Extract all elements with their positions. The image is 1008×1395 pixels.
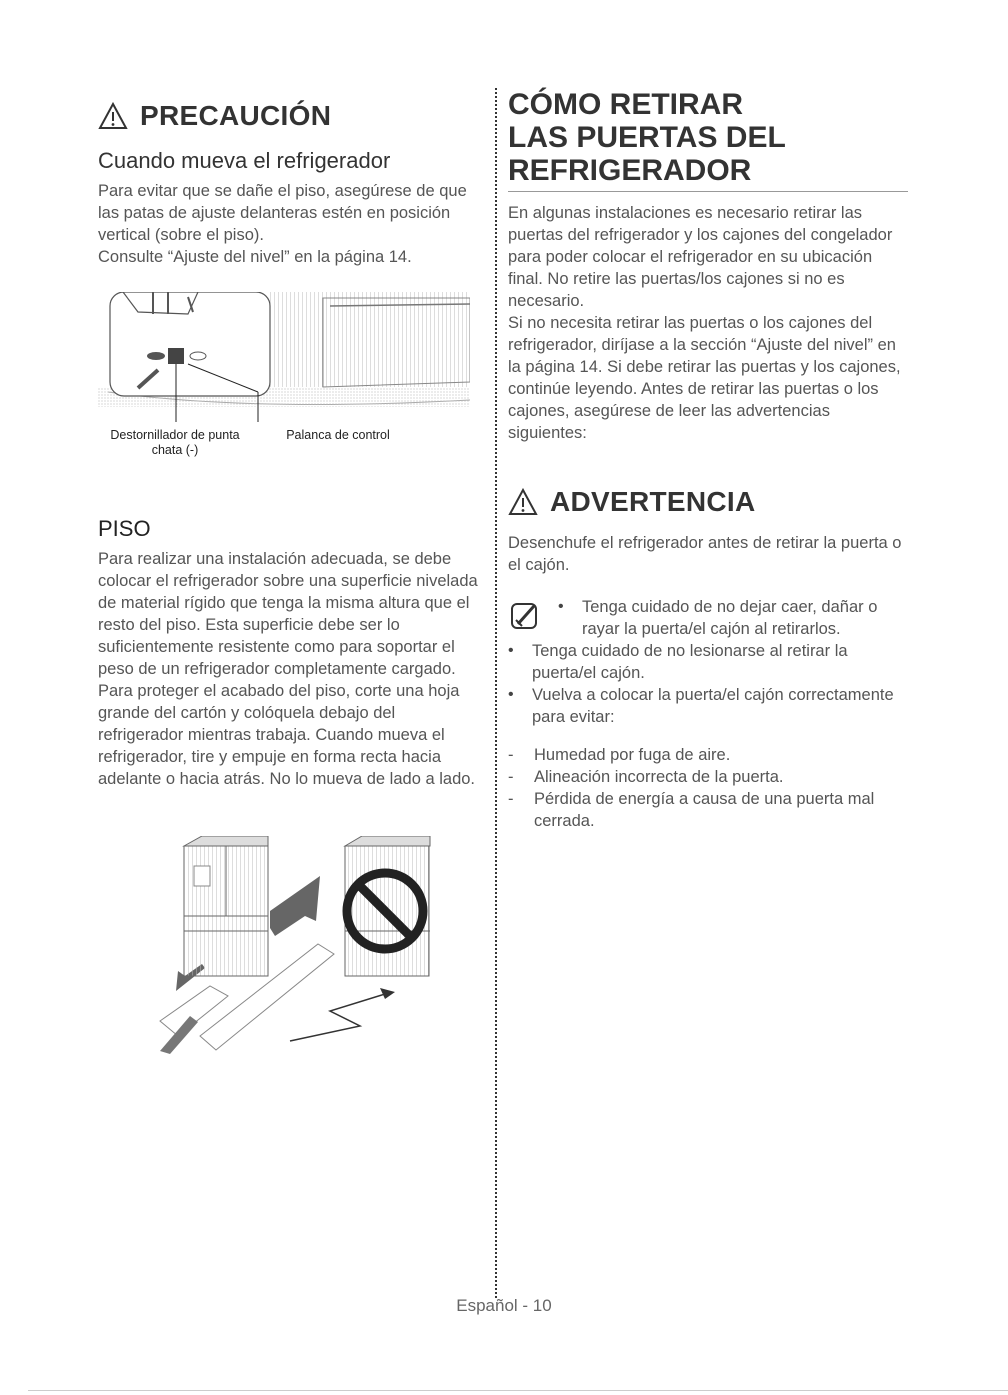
floor-text: Para realizar una instalación adecuada, se debe colocar el refrigerador sobre una superficie nivelada de material rígido que tenga la misma altura que el resto del piso. Esta superficie debe ser lo suficientemente resistente como para soportar el peso de un refrigerador completamente cargado. Para proteger el acabado del piso, corte una hoja grande del cartón y colóquela debajo del refrigerador mientras trabaja. Cuando mueva el refrigerador, tire y empuje en forma recta hacia adelante o hacia atrás. No lo mueva de lado a lado.	[98, 550, 478, 788]
warning-triangle-icon	[98, 102, 128, 130]
note-icon	[508, 600, 542, 634]
caption-screwdriver: Destornillador de punta chata (-)	[110, 428, 240, 457]
warning-heading	[508, 486, 908, 518]
column-divider	[495, 88, 497, 1298]
remove-doors-intro: En algunas instalaciones es necesario retirar las puertas del refrigerador y los cajones del congelador para poder colocar el refrigerador en su ubicación final. No retire las puertas/los cajones si no es necesario.	[508, 204, 893, 310]
right-column	[508, 88, 908, 444]
note-bullet-list	[556, 596, 908, 640]
caption-control-lever: Palanca de control	[286, 428, 390, 442]
remove-doors-title-line-1: CÓMO RETIRAR	[508, 88, 743, 121]
warning-section	[508, 486, 908, 832]
bullet-item: • Tenga cuidado de no lesionarse al retirar la puerta/el cajón.	[506, 640, 908, 684]
title-rule	[508, 191, 908, 192]
moving-fridge-figure	[140, 836, 450, 1056]
dash-list	[508, 744, 908, 832]
floor-section	[98, 516, 478, 790]
moving-fridge-illustration	[140, 836, 450, 1056]
remove-doors-title-line-3: REFRIGERADOR	[508, 154, 752, 187]
caution-title: PRECAUCIÓN	[140, 100, 332, 131]
page-number: Español - 10	[456, 1296, 552, 1315]
dash-item: - Alineación incorrecta de la puerta.	[508, 766, 908, 788]
bottom-rule	[28, 1390, 1008, 1391]
warning-title: ADVERTENCIA	[550, 486, 756, 517]
remove-doors-intro-2: Si no necesita retirar las puertas o los cajones del refrigerador, diríjase a la sección “Ajuste del nivel” en la página 14. Si debe retirar las puertas y los cajones, continúe leyendo. Antes de retirar las puertas o los cajones, asegúrese de leer las advertencias siguientes:	[508, 314, 901, 442]
warning-text: Desenchufe el refrigerador antes de retirar la puerta o el cajón.	[508, 534, 902, 574]
moving-text: Para evitar que se dañe el piso, asegúrese de que las patas de ajuste delanteras estén en posición vertical (sobre el piso).	[98, 182, 467, 244]
warning-triangle-icon	[508, 488, 538, 516]
leveling-leg-illustration	[98, 292, 470, 422]
note-block	[508, 596, 908, 640]
moving-reference: Consulte “Ajuste del nivel” en la página 14.	[98, 248, 412, 266]
caution-heading	[98, 100, 478, 132]
dash-item: - Pérdida de energía a causa de una puerta mal cerrada.	[508, 788, 908, 832]
moving-heading: Cuando mueva el refrigerador	[98, 148, 391, 173]
left-column	[98, 100, 478, 472]
leveling-leg-figure	[98, 292, 470, 472]
dash-item: - Humedad por fuga de aire.	[508, 744, 908, 766]
bullet-item: • Tenga cuidado de no dejar caer, dañar o rayar la puerta/el cajón al retirarlos.	[556, 596, 908, 640]
warning-bullet-list	[506, 640, 908, 728]
bullet-item: • Vuelva a colocar la puerta/el cajón correctamente para evitar:	[506, 684, 908, 728]
floor-heading: PISO	[98, 516, 151, 541]
remove-doors-title-line-2: LAS PUERTAS DEL	[508, 121, 786, 154]
